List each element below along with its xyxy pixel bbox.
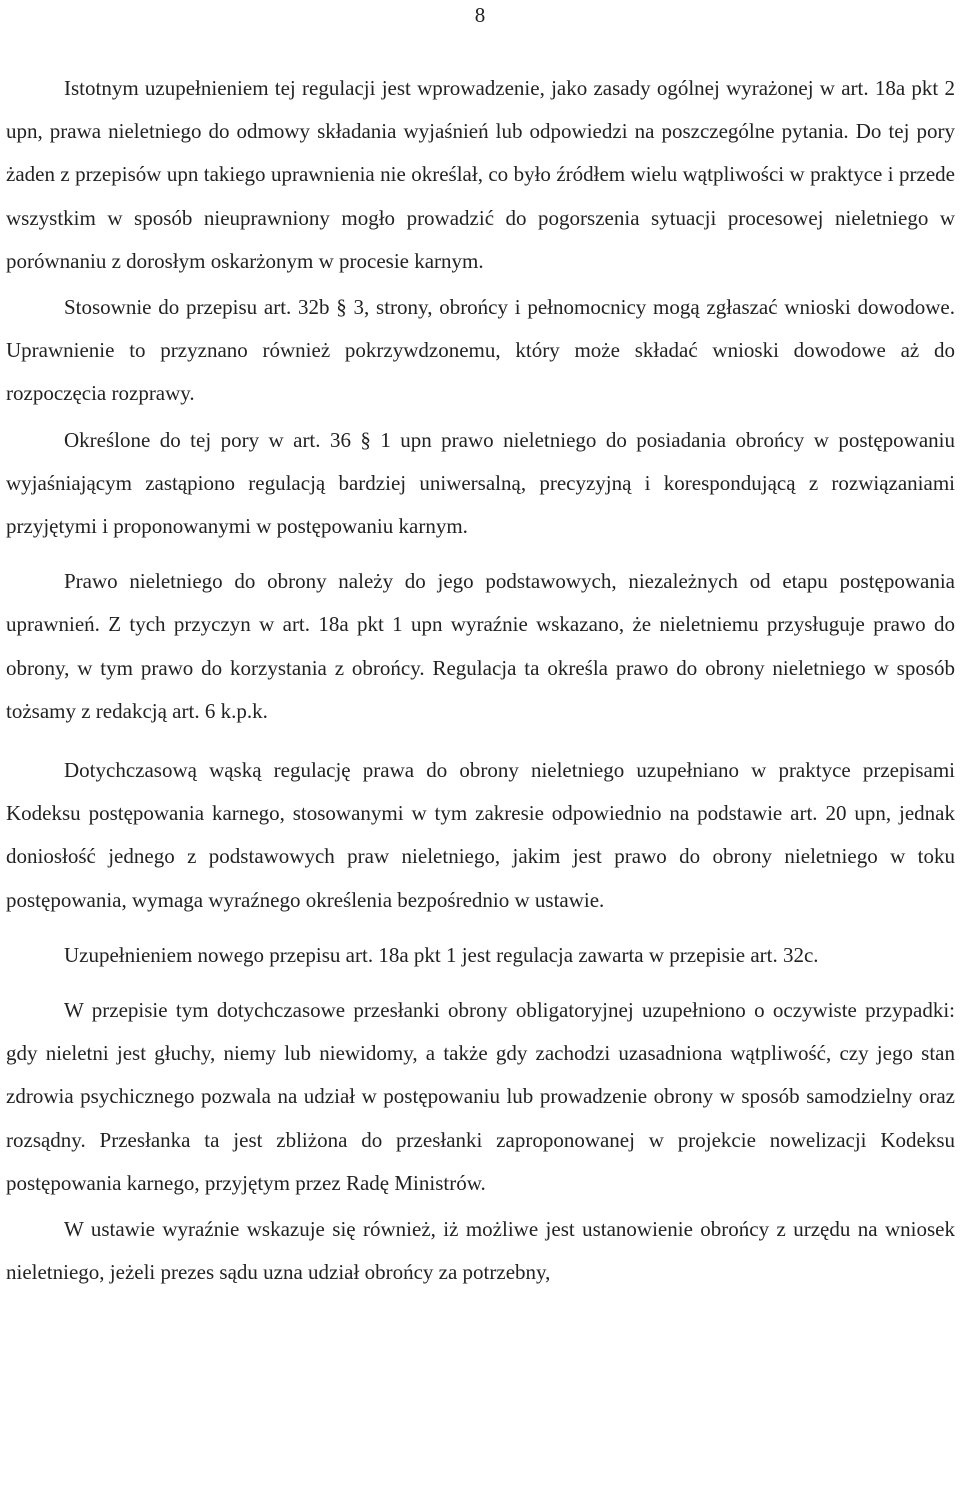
- paragraph-evidence-motions: Stosownie do przepisu art. 32b § 3, strony, obrońcy i pełnomocnicy mogą zgłaszać wnioski dowodowe. Uprawnienie to przyznano również pokrzywdzonemu, który może składać wnioski dowodowe aż do rozpoczęcia rozprawy.: [6, 295, 955, 406]
- page-number: 8: [474, 3, 486, 27]
- paragraph-spacer: [6, 922, 955, 934]
- paragraph-right-to-defence: Prawo nieletniego do obrony należy do jego podstawowych, niezależnych od etapu postępowania uprawnień. Z tych przyczyn w art. 18a pkt 1 upn wyraźnie wskazano, że nieletniemu przysługuje prawo do obrony, w tym prawo do korzystania z obrońcy. Regulacja ta określa prawo do obrony nieletniego w sposób tożsamy z redakcją art. 6 k.p.k.: [6, 569, 955, 723]
- paragraph-mandatory-defence: W przepisie tym dotychczasowe przesłanki obrony obligatoryjnej uzupełniono o oczywiste przypadki: gdy nieletni jest głuchy, niemy lub niewidomy, a także gdy zachodzi uzasadniona wątpliwość, czy jego stan zdrowia psychicznego pozwala na udział w postępowaniu lub prowadzenie obrony w sposób samodzielny oraz rozsądny. Przesłanka ta jest zbliżona do przesłanki zaproponowanej w projekcie nowelizacji Kodeksu postępowania karnego, przyjętym przez Radę Ministrów.: [6, 998, 955, 1195]
- paragraph-spacer: [6, 733, 955, 749]
- paragraph-art-32c: Uzupełnieniem nowego przepisu art. 18a pkt 1 jest regulacja zawarta w przepisie art. 32c.: [64, 942, 819, 967]
- paragraph-ex-officio-counsel: W ustawie wyraźnie wskazuje się również, iż możliwe jest ustanowienie obrońcy z urzędu na wniosek nieletniego, jeżeli prezes sądu uzna udział obrońcy za potrzebny,: [6, 1217, 955, 1285]
- paragraph-spacer: [6, 548, 955, 560]
- paragraph-right-to-refuse: Istotnym uzupełnieniem tej regulacji jest wprowadzenie, jako zasady ogólnej wyrażonej w art. 18a pkt 2 upn, prawa nieletniego do odmowy składania wyjaśnień lub odpowiedzi na poszczególne pytania. Do tej pory żaden z przepisów upn takiego uprawnienia nie określał, co było źródłem wielu wątpliwości w praktyce i przede wszystkim w sposób nieuprawniony mogło prowadzić do pogorszenia sytuacji procesowej nieletniego w porównaniu z dorosłym oskarżonym w procesie karnym.: [6, 76, 955, 273]
- paragraph-previous-regulation: Dotychczasową wąską regulację prawa do obrony nieletniego uzupełniano w praktyce przepisami Kodeksu postępowania karnego, stosowanymi w tym zakresie odpowiednio na podstawie art. 20 upn, jednak doniosłość jednego z podstawowych praw nieletniego, jakim jest prawo do obrony nieletniego w toku postępowania, wymaga wyraźnego określenia bezpośrednio w ustawie.: [6, 758, 955, 912]
- paragraph-spacer: [6, 977, 955, 989]
- document-body: [6, 67, 955, 1294]
- paragraph-defence-counsel: Określone do tej pory w art. 36 § 1 upn prawo nieletniego do posiadania obrońcy w postępowaniu wyjaśniającym zastąpiono regulacją bardziej uniwersalną, precyzyjną i korespondującą z rozwiązaniami przyjętymi i proponowanymi w postępowaniu karnym.: [6, 427, 955, 539]
